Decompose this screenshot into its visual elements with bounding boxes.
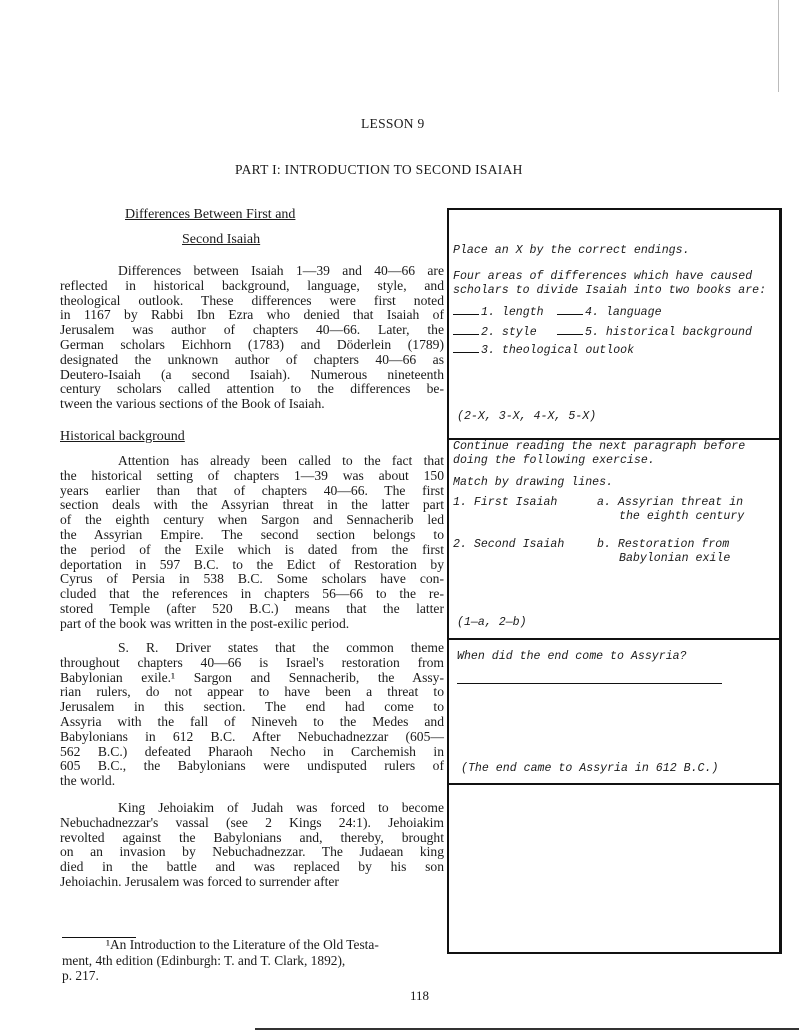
answer: (The end came to Assyria in 612 B.C.)	[461, 762, 719, 775]
option-label: 3. theological outlook	[481, 344, 635, 357]
paragraph-line: theological outlook. These differences were first noted	[60, 292, 444, 308]
lesson-title: LESSON 9	[361, 116, 425, 131]
paragraph	[60, 264, 444, 412]
paragraph-line: Jehoiachin. Jerusalem was forced to surrender after	[60, 873, 339, 889]
exercise-box-4	[447, 783, 782, 954]
paragraph-line: Deutero-Isaiah (a second Isaiah). Numerous nineteenth	[60, 366, 444, 382]
paragraph-line: deportation in 597 B.C. to the Edict of Restoration by	[60, 556, 444, 572]
paragraph-line: part of the book was written in the post-exilic period.	[60, 615, 350, 631]
instruction: Continue reading the next paragraph before	[453, 440, 746, 453]
paragraph-line: tween the various sections of the Book of Isaiah.	[60, 396, 325, 412]
match-option-a[interactable]: a. Assyrian threat in	[597, 496, 744, 509]
option-3[interactable]	[453, 344, 634, 359]
option-label: 2. style	[481, 326, 537, 339]
paragraph-line: throughout chapters 40—66 is Israel's restoration from	[60, 654, 444, 670]
paragraph-line: the period of the Exile which is dated from the first	[60, 541, 444, 557]
scan-mark	[778, 0, 779, 92]
direction: Match by drawing lines.	[453, 476, 614, 489]
paragraph-line: Jerusalem was author of chapters 40—66. Later, the	[60, 322, 444, 338]
paragraph-line: stored Temple (after 520 B.C.) means that the latter	[60, 600, 444, 616]
answer: (2-X, 3-X, 4-X, 5-X)	[457, 410, 597, 423]
paragraph-line: 605 B.C., the Babylonians were undisputed rulers of	[60, 758, 444, 774]
paragraph	[60, 454, 444, 632]
prompt: Four areas of differences which have caused	[453, 270, 753, 283]
paragraph-line: Jerusalem in this section. The end had come to	[60, 699, 444, 715]
footnote	[62, 937, 379, 984]
answer-line[interactable]	[457, 683, 722, 684]
paragraph-line: King Jehoiakim of Judah was forced to become	[118, 800, 444, 815]
paragraph-line: Nebuchadnezzar's vassal (see 2 Kings 24:1). Jehoiakim	[60, 814, 444, 830]
match-option-b[interactable]: b. Restoration from	[597, 538, 730, 551]
prompt: scholars to divide Isaiah into two books are:	[453, 284, 767, 297]
option-label: 4. language	[585, 306, 662, 319]
paragraph-line: years earlier than that of chapters 40—66. The first	[60, 482, 444, 498]
option-label: 5. historical background	[585, 326, 752, 339]
option-1[interactable]	[453, 306, 544, 321]
paragraph-line: S. R. Driver states that the common theme	[118, 640, 444, 655]
paragraph-line: rian rulers, do not appear to have been a threat to	[60, 684, 444, 700]
footnote-line: ment, 4th edition (Edinburgh: T. and T. Clark, 1892),	[62, 952, 346, 968]
paragraph-line: the world.	[60, 773, 116, 789]
paragraph-line: German scholars Eichhorn (1783) and Döderlein (1789)	[60, 336, 444, 352]
paragraph-line: Assyria with the fall of Nineveh to the Medes and	[60, 713, 444, 729]
paragraph-line: section deals with the Assyrian threat in the latter part	[60, 497, 444, 513]
section-heading: Differences Between First and	[125, 207, 296, 222]
option-label: 1. length	[481, 306, 544, 319]
option-2[interactable]	[453, 326, 537, 341]
paragraph-line: reflected in historical background, language, style, and	[60, 277, 444, 293]
instruction: Place an X by the correct endings.	[453, 244, 690, 257]
option-5[interactable]	[557, 326, 752, 341]
exercise-box-1	[447, 208, 782, 442]
match-item-1[interactable]: 1. First Isaiah	[453, 496, 558, 509]
match-item-2[interactable]: 2. Second Isaiah	[453, 538, 565, 551]
paragraph-line: cluded that the references in chapters 56—66 to the re-	[60, 586, 444, 602]
paragraph-line: in 1167 by Rabbi Ibn Ezra who denied that Isaiah of	[60, 307, 444, 323]
match-option-a[interactable]: the eighth century	[619, 510, 745, 523]
answer: (1—a, 2—b)	[457, 616, 527, 629]
paragraph-line: on an invasion by Nebuchadnezzar. The Judaean king	[60, 844, 444, 860]
question: When did the end come to Assyria?	[457, 650, 687, 663]
paragraph-line: Babylonian exile.¹ Sargon and Sennacherib, the Assy-	[60, 669, 444, 685]
paragraph-line: Differences between Isaiah 1—39 and 40—66 are	[118, 263, 444, 278]
paragraph-line: Babylonians in 612 B.C. After Nebuchadnezzar (605—	[60, 728, 444, 744]
paragraph	[60, 641, 444, 789]
paragraph-line: the Assyrian Empire. The second section belongs to	[60, 526, 444, 542]
paragraph-line: Cyrus of Persia in 538 B.C. Some scholars have con-	[60, 571, 444, 587]
section-heading: Historical background	[60, 429, 185, 444]
section-heading: Second Isaiah	[182, 232, 261, 247]
paragraph-line: the historical setting of chapters 1—39 was about 150	[60, 467, 444, 483]
match-option-b[interactable]: Babylonian exile	[619, 552, 731, 565]
paragraph	[60, 801, 444, 890]
option-4[interactable]	[557, 306, 662, 321]
paragraph-line: died in the battle and was replaced by his son	[60, 859, 444, 875]
paragraph-line: 562 B.C.) defeated Pharaoh Necho in Carchemish in	[60, 743, 444, 759]
exercise-box-3	[447, 638, 782, 787]
exercise-box-2	[447, 438, 782, 642]
bottom-rule	[255, 1028, 799, 1030]
paragraph-line: designated the unknown author of chapters 40—66 as	[60, 351, 444, 367]
footnote-line: ¹An Introduction to the Literature of the Old Testa-	[106, 937, 379, 952]
paragraph-line: century scholars called attention to the differences be-	[60, 381, 444, 397]
instruction: doing the following exercise.	[453, 454, 655, 467]
part-title: PART I: INTRODUCTION TO SECOND ISAIAH	[235, 162, 523, 177]
footnote-line: p. 217.	[62, 968, 99, 983]
page-number: 118	[410, 988, 430, 1003]
paragraph-line: Attention has already been called to the fact that	[118, 453, 444, 468]
paragraph-line: revolted against the Babylonians and, thereby, brought	[60, 829, 444, 845]
paragraph-line: of the eighth century when Sargon and Sennacherib led	[60, 512, 444, 528]
